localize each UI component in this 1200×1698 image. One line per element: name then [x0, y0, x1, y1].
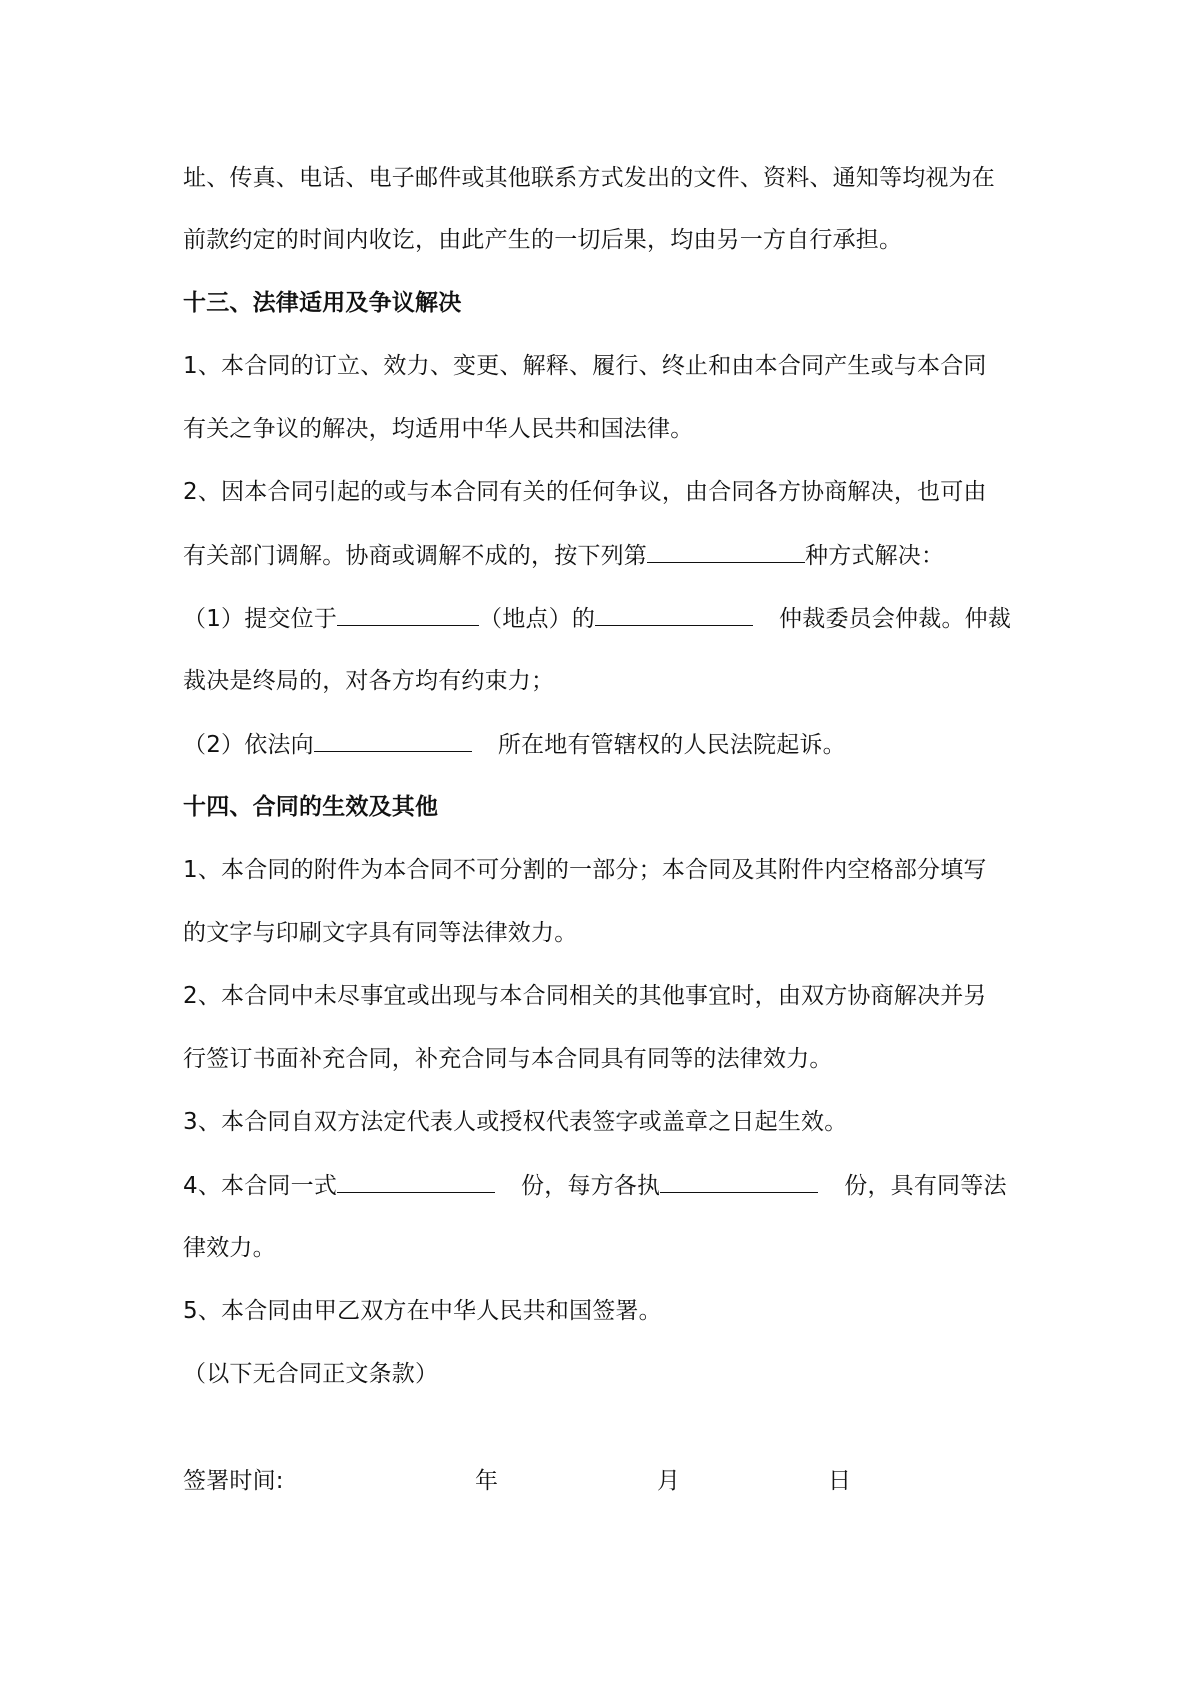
option-1-line: 裁决是终局的，对各方均有约束力；: [183, 668, 555, 694]
option-1-line: [183, 603, 1028, 634]
clause-13-2-line: [183, 540, 1028, 571]
end-note: （以下无合同正文条款）: [183, 1361, 439, 1387]
signature-label: 签署时间:: [183, 1468, 284, 1494]
text-segment: 仲裁委员会仲裁。仲裁: [779, 606, 1012, 632]
text-segment: （1）提交位于: [183, 606, 338, 632]
text-segment: 份，每方各执: [521, 1173, 661, 1199]
signature-day: 日: [828, 1468, 852, 1494]
fill-blank[interactable]: [647, 540, 805, 563]
signature-date-line: [183, 1466, 1028, 1496]
text-segment: 所在地有管辖权的人民法院起诉。: [497, 732, 846, 758]
signature-month: 月: [657, 1468, 681, 1494]
text-line: 址、传真、电话、电子邮件或其他联系方式发出的文件、资料、通知等均视为在: [183, 165, 995, 191]
clause-14-2-line: 2、本合同中未尽事宜或出现与本合同相关的其他事宜时，由双方协商解决并另: [183, 983, 987, 1009]
text-segment: 份，具有同等法: [844, 1173, 1007, 1199]
fill-blank[interactable]: [595, 603, 753, 626]
clause-13-2-line: 2、因本合同引起的或与本合同有关的任何争议，由合同各方协商解决，也可由: [183, 479, 987, 505]
clause-14-2-line: 行签订书面补充合同，补充合同与本合同具有同等的法律效力。: [183, 1046, 833, 1072]
section-heading-14: 十四、合同的生效及其他: [183, 794, 439, 820]
fill-blank[interactable]: [314, 729, 472, 752]
text-line: 前款约定的时间内收讫，由此产生的一切后果，均由另一方自行承担。: [183, 227, 903, 253]
fill-blank[interactable]: [337, 1170, 495, 1193]
option-2-line: [183, 729, 1028, 760]
clause-14-4-line: [183, 1170, 1028, 1201]
section-heading-13: 十三、法律适用及争议解决: [183, 290, 462, 316]
clause-13-1-line: 有关之争议的解决，均适用中华人民共和国法律。: [183, 416, 694, 442]
text-segment: 4、本合同一式: [183, 1173, 338, 1199]
clause-14-5-line: 5、本合同由甲乙双方在中华人民共和国签署。: [183, 1298, 662, 1324]
clause-14-1-line: 1、本合同的附件为本合同不可分割的一部分；本合同及其附件内空格部分填写: [183, 857, 987, 883]
text-segment: 种方式解决：: [805, 543, 945, 569]
fill-blank[interactable]: [337, 603, 479, 626]
clause-14-1-line: 的文字与印刷文字具有同等法律效力。: [183, 920, 578, 946]
text-segment: （地点）的: [479, 606, 596, 632]
text-segment: （2）依法向: [183, 732, 314, 758]
signature-year: 年: [475, 1468, 499, 1494]
clause-14-3-line: 3、本合同自双方法定代表人或授权代表签字或盖章之日起生效。: [183, 1109, 848, 1135]
clause-14-4-line: 律效力。: [183, 1235, 276, 1261]
fill-blank[interactable]: [660, 1170, 818, 1193]
clause-13-1-line: 1、本合同的订立、效力、变更、解释、履行、终止和由本合同产生或与本合同: [183, 353, 987, 379]
text-segment: 有关部门调解。协商或调解不成的，按下列第: [183, 543, 647, 569]
